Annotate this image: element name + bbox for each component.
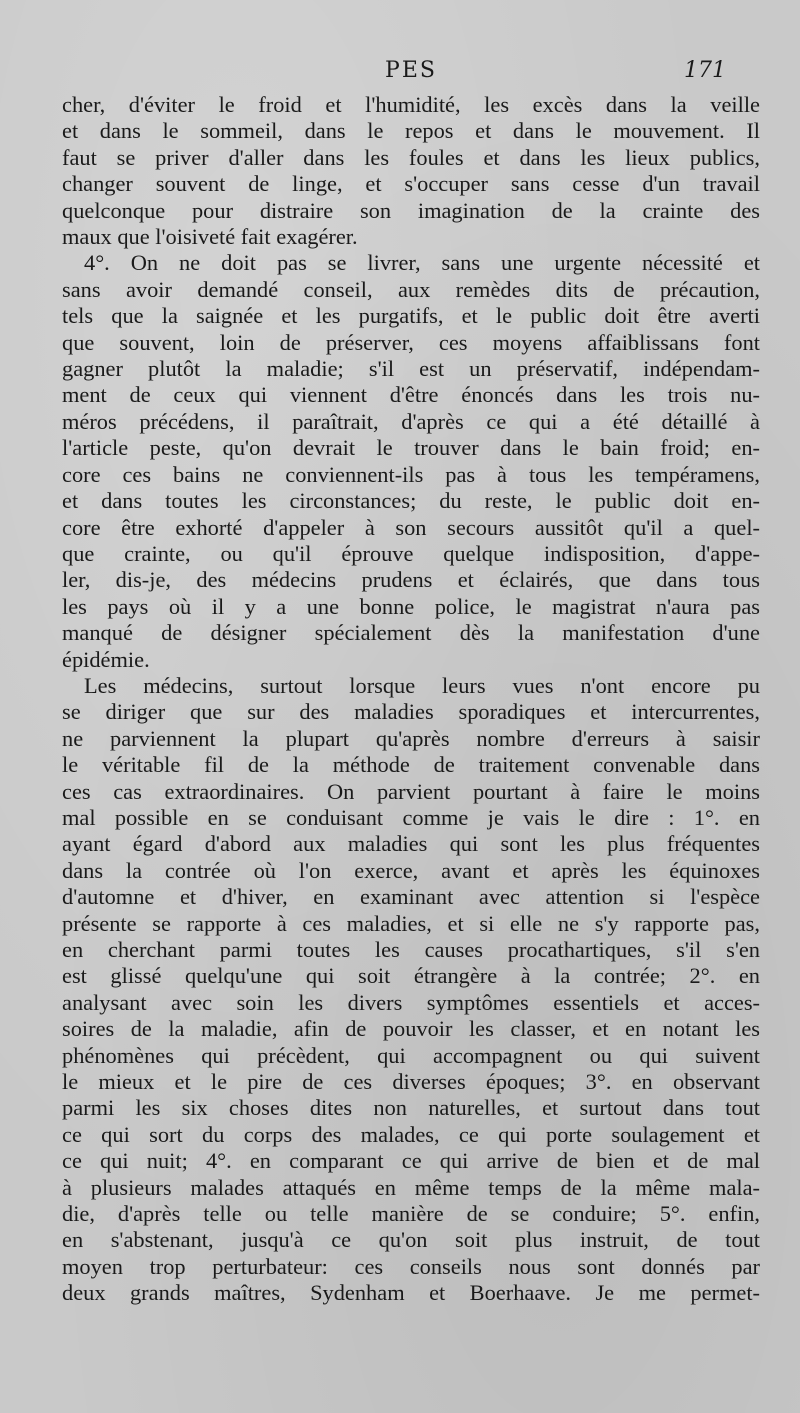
text-line: sans avoir demandé conseil, aux remèdes dits de précaution, (62, 276, 760, 302)
text-line: core être exhorté d'appeler à son secours aussitôt qu'il a quel- (62, 514, 760, 540)
text-line: ne parviennent la plupart qu'après nombre d'erreurs à saisir (62, 725, 760, 751)
text-line: changer souvent de linge, et s'occuper sans cesse d'un travail (62, 171, 760, 197)
text-line: ces cas extraordinaires. On parvient pourtant à faire le moins (62, 778, 760, 804)
text-line: le véritable fil de la méthode de traitement convenable dans (62, 752, 760, 778)
text-line: ce qui nuit; 4°. en comparant ce qui arrive de bien et de mal (62, 1148, 760, 1174)
text-line: à plusieurs malades attaqués en même temps de la même mala- (62, 1174, 760, 1200)
text-line: 4°. On ne doit pas se livrer, sans une urgente nécessité et (84, 250, 760, 276)
text-line: ler, dis-je, des médecins prudens et éclairés, que dans tous (62, 567, 760, 593)
text-line: Les médecins, surtout lorsque leurs vues n'ont encore pu (84, 672, 760, 698)
text-line: le mieux et le pire de ces diverses époques; 3°. en observant (62, 1069, 760, 1095)
body-text (62, 92, 760, 1307)
text-line: les pays où il y a une bonne police, le magistrat n'aura pas (62, 593, 760, 619)
text-line: die, d'après telle ou telle manière de se conduire; 5°. enfin, (62, 1201, 760, 1227)
text-line: phénomènes qui précèdent, qui accompagnent ou qui suivent (62, 1042, 760, 1068)
text-line: d'automne et d'hiver, en examinant avec attention si l'espèce (62, 884, 760, 910)
text-line: méros précédens, il paraîtrait, d'après ce qui a été détaillé à (62, 408, 760, 434)
text-line: se diriger que sur des maladies sporadiques et intercurrentes, (62, 699, 760, 725)
text-line: que crainte, ou qu'il éprouve quelque indisposition, d'appe- (62, 540, 760, 566)
text-line: analysant avec soin les divers symptômes essentiels et acces- (62, 989, 760, 1015)
text-line: que souvent, loin de préserver, ces moyens affaiblissans font (62, 329, 760, 355)
text-line: mal possible en se conduisant comme je vais le dire : 1°. en (62, 804, 760, 830)
text-line: en s'abstenant, jusqu'à ce qu'on soit plus instruit, de tout (62, 1227, 760, 1253)
text-line: core ces bains ne conviennent-ils pas à tous les tempéramens, (62, 461, 760, 487)
text-line: cher, d'éviter le froid et l'humidité, les excès dans la veille (62, 92, 760, 117)
text-line: soires de la maladie, afin de pouvoir les classer, et en notant les (62, 1016, 760, 1042)
text-line: est glissé quelqu'une qui soit étrangère à la contrée; 2°. en (62, 963, 760, 989)
text-line: deux grands maîtres, Sydenham et Boerhaave. Je me permet- (62, 1280, 760, 1306)
text-line: ayant égard d'abord aux maladies qui sont les plus fréquentes (62, 831, 760, 857)
text-line: et dans toutes les circonstances; du reste, le public doit en- (62, 488, 760, 514)
text-line: faut se priver d'aller dans les foules et dans les lieux publics, (62, 144, 760, 170)
text-line: manqué de désigner spécialement dès la manifestation d'une (62, 620, 760, 646)
text-line: quelconque pour distraire son imagination de la crainte des (62, 197, 760, 223)
text-line: en cherchant parmi toutes les causes procathartiques, s'il s'en (62, 937, 760, 962)
text-line: ment de ceux qui viennent d'être énoncés dans les trois nu- (62, 382, 760, 408)
text-line: tels que la saignée et les purgatifs, et le public doit être averti (62, 303, 760, 329)
page-number: 171 (684, 58, 726, 83)
running-head (62, 58, 760, 92)
text-line: ce qui sort du corps des malades, ce qui porte soulagement et (62, 1121, 760, 1147)
text-line: présente se rapporte à ces maladies, et si elle ne s'y rapporte pas, (62, 910, 760, 936)
text-line: et dans le sommeil, dans le repos et dans le mouvement. Il (62, 118, 760, 144)
text-line: moyen trop perturbateur: ces conseils nous sont donnés par (62, 1253, 760, 1279)
text-line: l'article peste, qu'on devrait le trouver dans le bain froid; en- (62, 435, 760, 461)
text-line: maux que l'oisiveté fait exagérer. (62, 224, 358, 250)
text-line: gagner plutôt la maladie; s'il est un préservatif, indépendam- (62, 356, 760, 382)
text-line: épidémie. (62, 646, 150, 672)
text-line: dans la contrée où l'on exerce, avant et après les équinoxes (62, 857, 760, 883)
running-title: PES (385, 58, 437, 83)
text-line: parmi les six choses dites non naturelles, et surtout dans tout (62, 1095, 760, 1121)
